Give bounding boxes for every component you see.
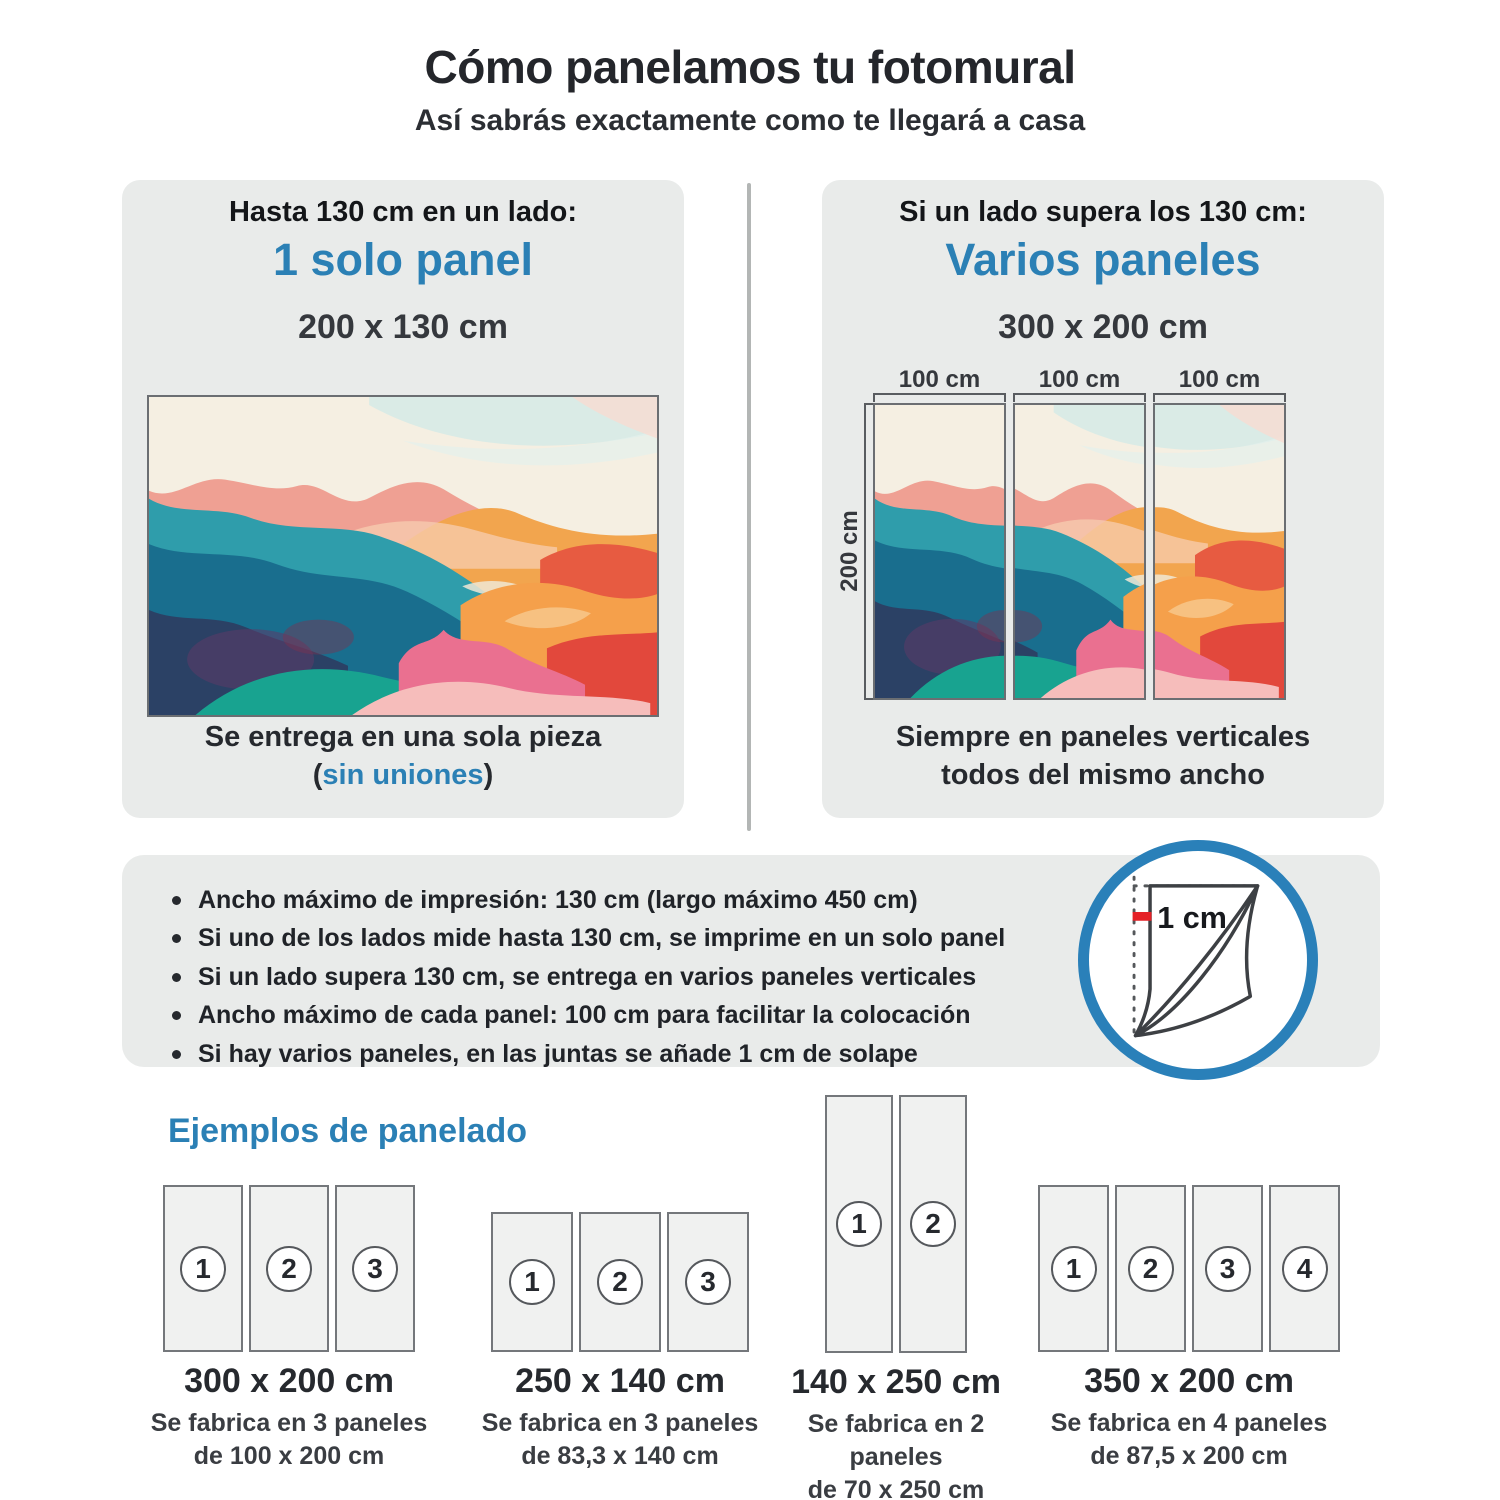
watercolor-mural-image: [149, 397, 657, 715]
watercolor-slice-1: [875, 405, 1004, 698]
page-subtitle: Así sabrás exactamente como te llegará a casa: [414, 104, 1086, 137]
example-140x250: [762, 1095, 1030, 1500]
single-panel-caption-2: [122, 759, 684, 792]
single-panel-highlight: 1 solo panel: [272, 234, 534, 285]
example-250x140: [458, 1095, 782, 1473]
panel-number-badge: 1: [180, 1246, 226, 1292]
mural-panel-slice-3: [1153, 403, 1286, 700]
example-350x200: [1030, 1095, 1348, 1473]
panel-number-badge: 3: [1205, 1246, 1251, 1292]
panel-number-badge: 3: [352, 1246, 398, 1292]
width-measure-bracket-2: [1013, 393, 1146, 402]
panel-2: [899, 1095, 967, 1353]
panel-2: [579, 1212, 661, 1352]
multi-panel-condition: Si un lado supera los 130 cm:: [899, 196, 1307, 228]
multi-panel-size: 300 x 200 cm: [998, 308, 1208, 346]
example-panels: [1030, 1185, 1348, 1352]
single-panel-condition: Hasta 130 cm en un lado:: [228, 196, 578, 228]
width-measure-label-1: 100 cm: [898, 366, 981, 393]
panel-number-badge: 1: [1051, 1246, 1097, 1292]
multi-panel-caption-2: todos del mismo ancho: [941, 759, 1265, 791]
example-caption-line2: de 87,5 x 200 cm: [1090, 1442, 1288, 1470]
example-panels: [130, 1185, 448, 1352]
panel-number-badge: 2: [597, 1259, 643, 1305]
multi-panel-card: [822, 180, 1384, 818]
example-caption: [130, 1407, 448, 1473]
example-size: 140 x 250 cm: [791, 1363, 1001, 1401]
single-panel-card: [122, 180, 684, 818]
panel-number-badge: 2: [266, 1246, 312, 1292]
rules-list: [168, 881, 1088, 1073]
example-caption-line1: Se fabrica en 4 paneles: [1050, 1409, 1328, 1437]
cards-divider: [747, 183, 751, 831]
multi-panel-highlight: Varios paneles: [945, 234, 1261, 285]
panel-number-badge: 2: [910, 1201, 956, 1247]
height-measure-label: 200 cm: [836, 510, 863, 592]
panel-3: [667, 1212, 749, 1352]
mural-panel-slice-1: [873, 403, 1006, 700]
example-caption-line1: Se fabrica en 2 paneles: [807, 1410, 985, 1471]
panel-number-badge: 1: [836, 1201, 882, 1247]
example-caption-line2: de 70 x 250 cm: [807, 1476, 985, 1500]
panel-number-badge: 2: [1128, 1246, 1174, 1292]
panel-1: [163, 1185, 243, 1352]
panel-3: [335, 1185, 415, 1352]
panel-2: [1115, 1185, 1186, 1352]
multi-panel-caption-1: Siempre en paneles verticales: [895, 721, 1311, 753]
panel-number-badge: 4: [1282, 1246, 1328, 1292]
rule-item: Si uno de los lados mide hasta 130 cm, se imprime en un solo panel: [168, 919, 1088, 957]
example-caption: [1030, 1407, 1348, 1473]
panel-number-badge: 3: [685, 1259, 731, 1305]
watercolor-slice-3: [1155, 405, 1284, 698]
example-size: 300 x 200 cm: [184, 1362, 394, 1400]
panel-1: [491, 1212, 573, 1352]
examples-heading: Ejemplos de panelado: [168, 1112, 527, 1150]
overlap-measure-label: 1 cm: [1157, 901, 1227, 936]
panel-1: [825, 1095, 893, 1353]
example-panels: [762, 1095, 1030, 1353]
paren-close: ): [483, 759, 494, 791]
watercolor-slice-2: [1015, 405, 1144, 698]
page-curl-icon: [1089, 851, 1307, 1069]
example-size: 350 x 200 cm: [1084, 1362, 1294, 1400]
width-measure-bracket-3: [1153, 393, 1286, 402]
mural-artwork-single: [147, 395, 659, 717]
example-size: 250 x 140 cm: [515, 1362, 725, 1400]
panel-3: [1192, 1185, 1263, 1352]
panel-number-badge: 1: [509, 1259, 555, 1305]
example-caption: [762, 1408, 1030, 1500]
width-measure-bracket-1: [873, 393, 1006, 402]
page-title: Cómo panelamos tu fotomural: [424, 41, 1076, 93]
example-caption-line2: de 100 x 200 cm: [193, 1442, 385, 1470]
example-caption-line2: de 83,3 x 140 cm: [521, 1442, 719, 1470]
mural-panel-slice-2: [1013, 403, 1146, 700]
panel-4: [1269, 1185, 1340, 1352]
rule-item: Ancho máximo de cada panel: 100 cm para facilitar la colocación: [168, 996, 1088, 1034]
rule-item: Si hay varios paneles, en las juntas se añade 1 cm de solape: [168, 1035, 1088, 1073]
panel-1: [1038, 1185, 1109, 1352]
single-panel-caption: Se entrega en una sola pieza: [204, 721, 602, 753]
width-measure-label-2: 100 cm: [1038, 366, 1121, 393]
panel-2: [249, 1185, 329, 1352]
width-measure-label-3: 100 cm: [1178, 366, 1261, 393]
rule-item: Si un lado supera 130 cm, se entrega en varios paneles verticales: [168, 958, 1088, 996]
single-panel-size: 200 x 130 cm: [298, 308, 508, 346]
example-panels: [458, 1212, 782, 1352]
example-caption-line1: Se fabrica en 3 paneles: [481, 1409, 759, 1437]
overlap-badge: [1078, 840, 1318, 1080]
example-300x200: [130, 1095, 448, 1473]
paren-open: (: [312, 759, 323, 791]
example-caption-line1: Se fabrica en 3 paneles: [150, 1409, 428, 1437]
example-caption: [458, 1407, 782, 1473]
sin-uniones-highlight: sin uniones: [322, 759, 484, 791]
rule-item: Ancho máximo de impresión: 130 cm (largo máximo 450 cm): [168, 881, 1088, 919]
